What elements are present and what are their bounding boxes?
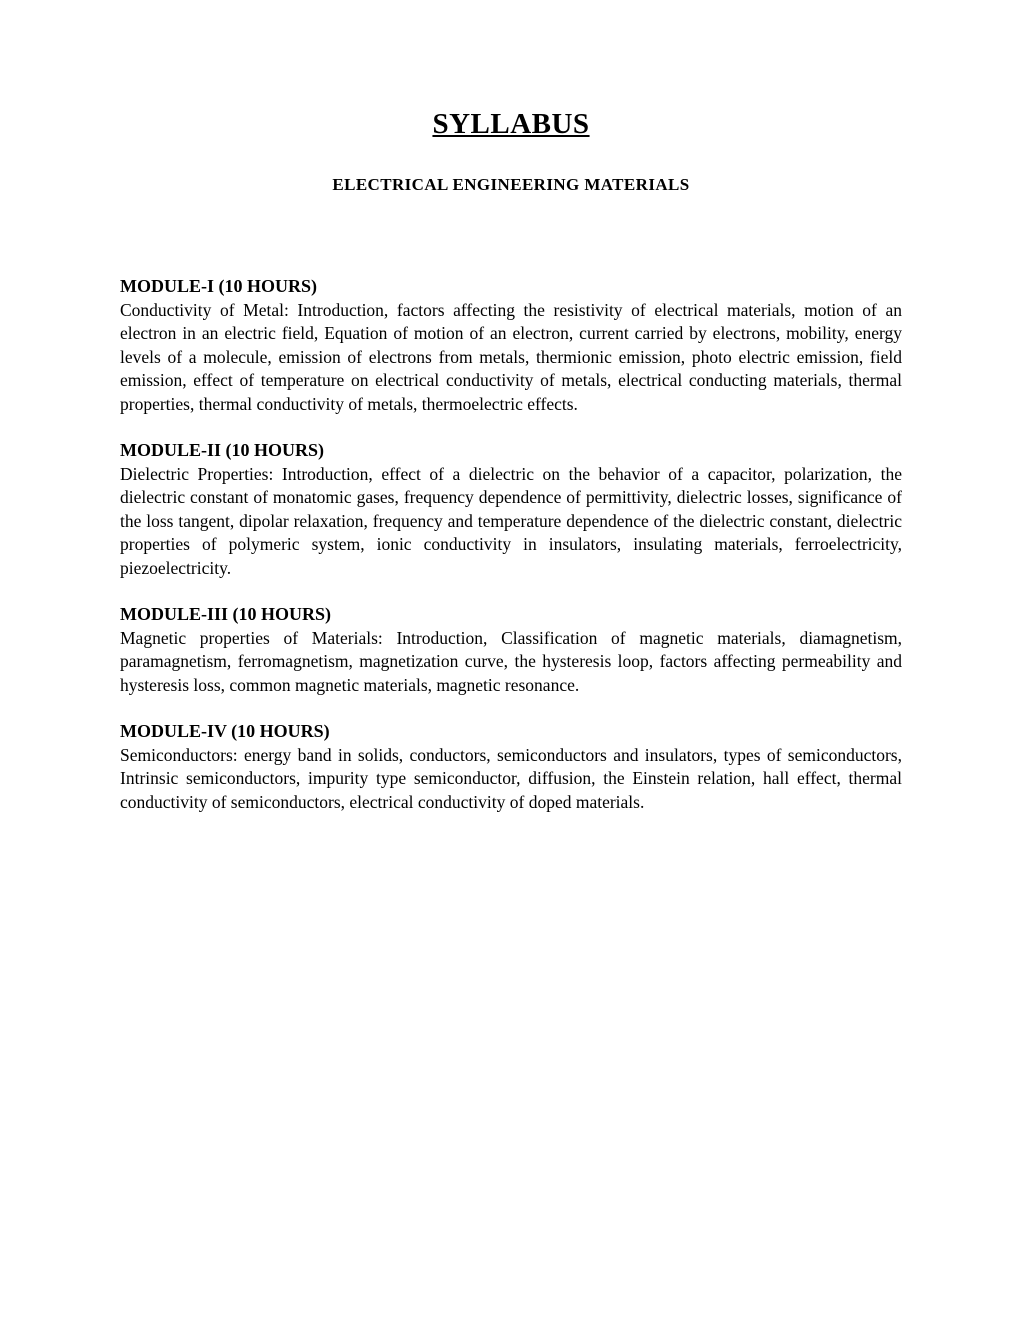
module-3-body: Magnetic properties of Materials: Introduction, Classification of magnetic materials, diamagnetism, paramagnetism, ferromagnetism, magnetization curve, the hysteresis loop, factors affecting permeability and hysteresis loss, common magnetic materials, magnetic resonance. (120, 627, 902, 695)
module-section-2 (120, 439, 902, 580)
modules-list (120, 275, 902, 814)
module-2-heading: MODULE-II (10 HOURS) (120, 440, 325, 460)
module-1-body: Conductivity of Metal: Introduction, factors affecting the resistivity of electrical materials, motion of an electron in an electric field, Equation of motion of an electron, current carried by electrons, mobility, energy levels of a molecule, emission of electrons from metals, thermionic emission, photo electric emission, field emission, effect of temperature on electrical conductivity of metals, electrical conducting materials, thermal properties, thermal conductivity of metals, thermoelectric effects. (120, 299, 902, 414)
module-4-body: Semiconductors: energy band in solids, conductors, semiconductors and insulators, types of semiconductors, Intrinsic semiconductors, impurity type semiconductor, diffusion, the Einstein relation, hall effect, thermal conductivity of semiconductors, electrical conductivity of doped materials. (120, 744, 902, 812)
module-2-body: Dielectric Properties: Introduction, effect of a dielectric on the behavior of a capacitor, polarization, the dielectric constant of monatomic gases, frequency dependence of permittivity, dielectric losses, significance of the loss tangent, dipolar relaxation, frequency and temperature dependence of the dielectric constant, dielectric properties of polymeric system, ionic conductivity in insulators, insulating materials, ferroelectricity, piezoelectricity. (120, 463, 902, 578)
module-section-4 (120, 720, 902, 814)
page-title: SYLLABUS (432, 108, 590, 140)
module-1-heading: MODULE-I (10 HOURS) (120, 276, 317, 296)
module-4-heading: MODULE-IV (10 HOURS) (120, 721, 330, 741)
page-subtitle: ELECTRICAL ENGINEERING MATERIALS (332, 175, 690, 194)
module-3-heading: MODULE-III (10 HOURS) (120, 604, 332, 624)
module-section-3 (120, 603, 902, 697)
module-section-1 (120, 275, 902, 416)
